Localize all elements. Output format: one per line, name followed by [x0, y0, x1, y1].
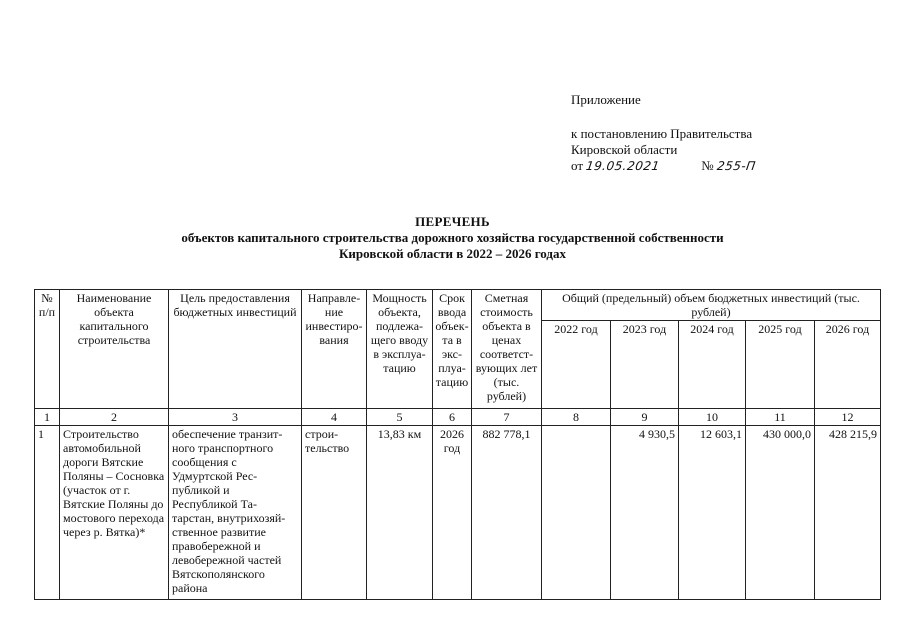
row-2022 [542, 426, 611, 600]
header-2026: 2026 год [815, 321, 881, 409]
handwritten-number: 255-П [715, 159, 757, 173]
row-num: 1 [35, 426, 60, 600]
col-num-7: 7 [472, 409, 542, 426]
col-num-4: 4 [302, 409, 367, 426]
row-cost: 882 778,1 [472, 426, 542, 600]
col-num-3: 3 [169, 409, 302, 426]
col-num-11: 11 [746, 409, 815, 426]
header-2022: 2022 год [542, 321, 611, 409]
title-line-1: ПЕРЕЧЕНЬ [415, 214, 490, 229]
header-2024: 2024 год [679, 321, 746, 409]
objects-table [34, 289, 881, 600]
header-direction: Направле-ние инвестиро-вания [302, 290, 367, 409]
header-goal: Цель предоставления бюджетных инвестиций [169, 290, 302, 409]
column-number-row [35, 409, 881, 426]
appendix-block [571, 92, 756, 174]
header-term: Срок ввода объек-та в экс-плуа-тацию [433, 290, 472, 409]
appendix-label: Приложение [571, 92, 641, 107]
col-num-10: 10 [679, 409, 746, 426]
row-2026: 428 215,9 [815, 426, 881, 600]
number-prefix: № [701, 158, 714, 173]
row-2025: 430 000,0 [746, 426, 815, 600]
col-num-12: 12 [815, 409, 881, 426]
handwritten-date: 19.05.2021 [585, 159, 661, 173]
col-num-8: 8 [542, 409, 611, 426]
title-line-3: Кировской области в 2022 – 2026 годах [339, 246, 566, 261]
title-line-2: объектов капитального строительства дорожного хозяйства государственной собственности [181, 230, 724, 245]
col-num-1: 1 [35, 409, 60, 426]
header-capacity: Мощность объекта, подлежа-щего вводу в эксплуа-тацию [367, 290, 433, 409]
row-2023: 4 930,5 [611, 426, 679, 600]
appendix-date-number [571, 158, 756, 174]
appendix-region: Кировской области [571, 142, 678, 157]
row-direction: строи-тельство [302, 426, 367, 600]
table-row [35, 426, 881, 600]
header-num: № п/п [35, 290, 60, 409]
header-cost: Сметная стоимость объекта в ценах соответст-вующих лет (тыс. рублей) [472, 290, 542, 409]
row-name: Строительство автомобильной дороги Вятские Поляны – Сосновка (участок от г. Вятские Поляны до мостового перехода через р. Вятка)* [60, 426, 169, 600]
date-prefix: от [571, 158, 584, 173]
col-num-9: 9 [611, 409, 679, 426]
header-2023: 2023 год [611, 321, 679, 409]
row-2024: 12 603,1 [679, 426, 746, 600]
header-row-1 [35, 290, 881, 321]
row-goal: обеспечение транзит-ного транспортного сообщения с Удмуртской Рес-публикой и Республикой Та-тарстан, внутрихозяй-ственное развитие правобережной и левобережной частей Вятскополянского района [169, 426, 302, 600]
row-term: 2026 год [433, 426, 472, 600]
row-capacity: 13,83 км [367, 426, 433, 600]
col-num-6: 6 [433, 409, 472, 426]
document-title [0, 214, 905, 262]
header-2025: 2025 год [746, 321, 815, 409]
appendix-decree: к постановлению Правительства [571, 126, 753, 141]
header-name: Наименование объекта капитального строительства [60, 290, 169, 409]
header-total: Общий (предельный) объем бюджетных инвестиций (тыс. рублей) [542, 290, 881, 321]
col-num-2: 2 [60, 409, 169, 426]
col-num-5: 5 [367, 409, 433, 426]
